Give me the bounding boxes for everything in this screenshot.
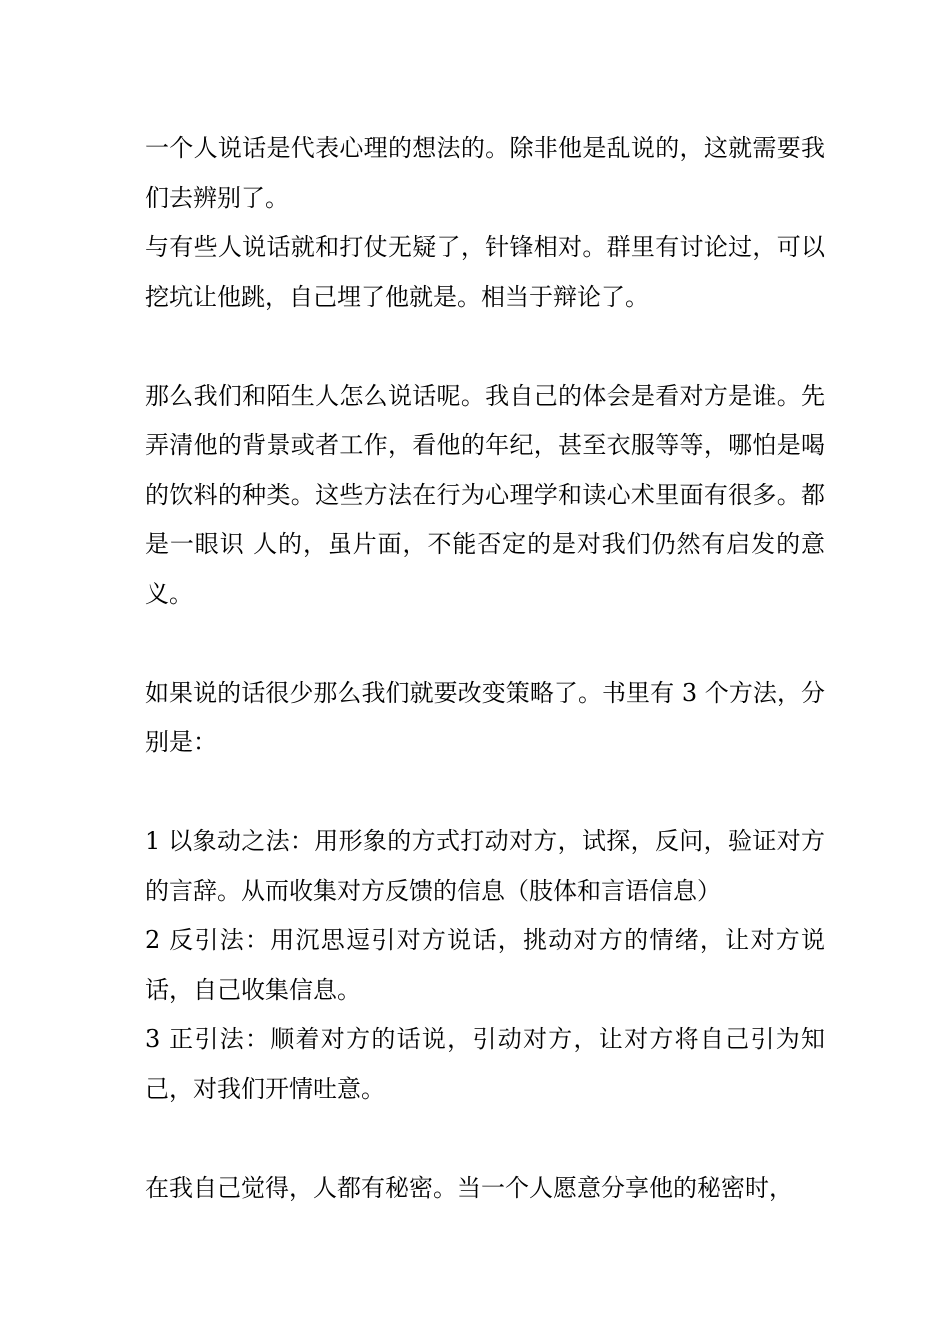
paragraph-4: 如果说的话很少那么我们就要改变策略了。书里有 3 个方法，分别是： (145, 678, 825, 756)
paragraph-2: 与有些人说话就和打仗无疑了，针锋相对。群里有讨论过，可以挖坑让他跳，自己埋了他就是。相当于辩论了。 (145, 233, 825, 311)
paragraph-3: 那么我们和陌生人怎么说话呢。我自己的体会是看对方是谁。先弄清他的背景或者工作，看他的年纪，甚至衣服等等，哪怕是喝的饮料的种类。这些方法在行为心理学和读心术里面有很多。都是一眼识 人的，虽片面，不能否定的是对我们仍然有启发的意义。 (145, 381, 825, 608)
paragraph-8: 在我自己觉得，人都有秘密。当一个人愿意分享他的秘密时， (145, 1173, 793, 1202)
paragraph-gap (145, 322, 825, 372)
paragraph-gap (145, 1114, 825, 1164)
method-3-paragraph: 3 正引法：顺着对方的话说，引动对方，让对方将自己引为知己，对我们开情吐意。 (145, 1025, 825, 1103)
method-1-paragraph: 1 以象动之法：用形象的方式打动对方，试探，反问，验证对方的言辞。从而收集对方反馈的信息（肢体和言语信息） (145, 827, 825, 905)
paragraph-gap (145, 619, 825, 669)
document-body (145, 124, 825, 1213)
paragraph-gap (145, 768, 825, 818)
method-2-paragraph: 2 反引法：用沉思逗引对方说话，挑动对方的情绪，让对方说话，自己收集信息。 (145, 926, 825, 1004)
paragraph-1: 一个人说话是代表心理的想法的。除非他是乱说的，这就需要我们去辨别了。 (145, 134, 825, 212)
